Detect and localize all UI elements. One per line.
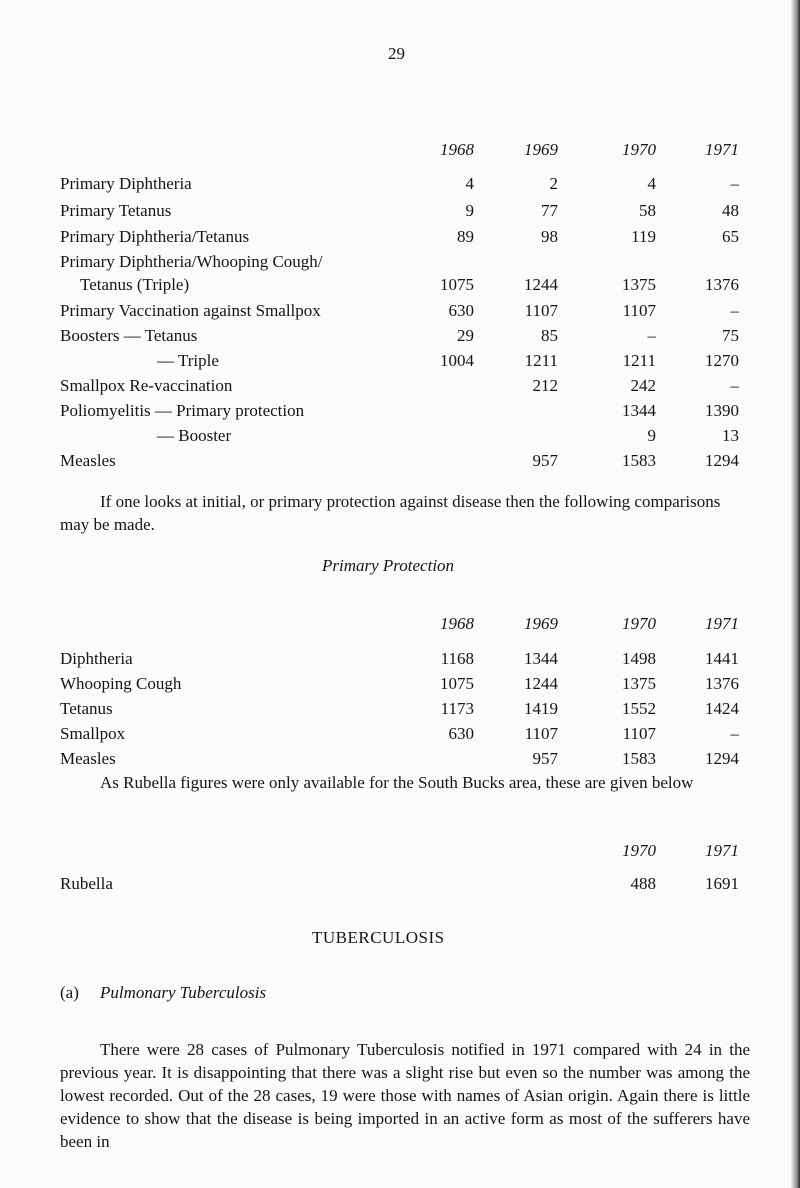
table2-cell: 957 [532, 749, 558, 768]
table1-cell: 77 [541, 201, 558, 220]
table2-cell: 1441 [705, 649, 739, 668]
table1-cell: 89 [457, 227, 474, 246]
table3-year-header: 1971 [705, 841, 739, 860]
rubella-1970-value: 488 [630, 874, 656, 893]
table2-cell: 1498 [622, 649, 656, 668]
table1-row-label: Primary Diphtheria/Tetanus [60, 227, 250, 246]
table1-row-label: Primary Diphtheria [60, 174, 192, 193]
table1-cell: 1004 [440, 351, 474, 370]
table1-year-header: 1970 [622, 140, 656, 159]
table1-cell: 1270 [705, 351, 739, 370]
table1-year-header: 1968 [440, 140, 474, 159]
table2-cell: 1168 [440, 649, 474, 668]
table2-cell: 1344 [524, 649, 558, 668]
paragraph-tuberculosis: There were 28 cases of Pulmonary Tuberculosis notified in 1971 compared with 24 in the previous year. It is disappointing that there was a slight rise but even so the number was among the lowest recorded. Out of the 28 cases, 19 were those with names of Asian origin. Again there is little evidence to show that the disease is being imported in an active form as most of the sufferers have been in [60, 1040, 750, 1151]
table1-cell: 1107 [622, 301, 656, 320]
table1-cell: 4 [465, 174, 474, 193]
table2-row-label: Diphtheria [60, 649, 133, 668]
table1-cell: 1075 [440, 275, 474, 294]
table2-year-header: 1970 [622, 614, 656, 633]
table1-row-label: Smallpox Re-vaccination [60, 376, 233, 395]
table1-cell: 9 [647, 426, 656, 445]
table1-cell: 75 [722, 326, 739, 345]
table1-cell: – [647, 326, 656, 345]
table2-row-label: Whooping Cough [60, 674, 182, 693]
table1-cell: 29 [457, 326, 474, 345]
table1-cell: 1211 [524, 351, 558, 370]
table2-cell: 1107 [524, 724, 558, 743]
table2-title: Primary Protection [322, 556, 455, 575]
table1-row-label: Measles [60, 451, 116, 470]
table1-year-header: 1971 [705, 140, 739, 159]
page-edge-shadow [791, 0, 800, 1188]
table1-cell: 98 [541, 227, 558, 246]
table2-year-header: 1971 [705, 614, 739, 633]
paragraph-primary-protection-intro: If one looks at initial, or primary protection against disease then the following comparisons may be made. [60, 492, 721, 534]
table2-row-label: Smallpox [60, 724, 126, 743]
table1-cell: 58 [639, 201, 656, 220]
table2-cell: 1173 [440, 699, 474, 718]
table1-year-header: 1969 [524, 140, 558, 159]
table1-cell: 1244 [524, 275, 558, 294]
table1-cell: 1294 [705, 451, 739, 470]
table2-cell: 1583 [622, 749, 656, 768]
table2-cell: 1375 [622, 674, 656, 693]
table2-cell: – [730, 724, 739, 743]
table1-row-label-continued: Tetanus (Triple) [80, 275, 190, 294]
table1-cell: 1583 [622, 451, 656, 470]
page-number: 29 [388, 44, 405, 63]
table1-cell: 13 [722, 426, 739, 445]
table1-cell: 242 [630, 376, 656, 395]
table1-row-label: Primary Diphtheria/Whooping Cough/ [60, 252, 323, 271]
table1-cell: – [730, 174, 739, 193]
table2-cell: 1107 [622, 724, 656, 743]
table2-cell: 1294 [705, 749, 739, 768]
table2-year-header: 1968 [440, 614, 474, 633]
table2-cell: 1552 [622, 699, 656, 718]
table1-row-label: Primary Tetanus [60, 201, 172, 220]
table1-cell: 1390 [705, 401, 739, 420]
table1-row-label: — Booster [157, 426, 232, 445]
table2-row-label: Tetanus [60, 699, 113, 718]
subsection-title: Pulmonary Tuberculosis [100, 983, 267, 1002]
table2-row-label: Measles [60, 749, 116, 768]
table1-cell: 630 [448, 301, 474, 320]
table1-cell: 1211 [622, 351, 656, 370]
table1-row-label: Poliomyelitis — Primary protection [60, 401, 305, 420]
table3-year-header: 1970 [622, 841, 656, 860]
table1-cell: 1376 [705, 275, 739, 294]
table1-row-label: — Triple [157, 351, 219, 370]
table2-cell: 1424 [705, 699, 739, 718]
paragraph-rubella-intro: As Rubella figures were only available for the South Bucks area, these are given below [100, 773, 694, 792]
table1-cell: 1107 [524, 301, 558, 320]
table1-cell: – [730, 301, 739, 320]
table1-cell: 119 [631, 227, 656, 246]
section-heading-tuberculosis: TUBERCULOSIS [312, 928, 445, 947]
table2-cell: 1075 [440, 674, 474, 693]
table1-cell: 1344 [622, 401, 656, 420]
table1-cell: 9 [465, 201, 474, 220]
table2-year-header: 1969 [524, 614, 558, 633]
table1-row-label: Boosters — Tetanus [60, 326, 198, 345]
table2-cell: 1244 [524, 674, 558, 693]
table2-cell: 630 [448, 724, 474, 743]
table1-cell: 48 [722, 201, 739, 220]
table2-cell: 1376 [705, 674, 739, 693]
rubella-row-label: Rubella [60, 874, 113, 893]
table1-cell: 65 [722, 227, 739, 246]
table2-cell: 1419 [524, 699, 558, 718]
rubella-1971-value: 1691 [705, 874, 739, 893]
table1-cell: 212 [532, 376, 558, 395]
table1-cell: 85 [541, 326, 558, 345]
table1-cell: 1375 [622, 275, 656, 294]
table1-cell: – [730, 376, 739, 395]
table1-cell: 4 [647, 174, 656, 193]
subsection-marker: (a) [60, 983, 79, 1002]
table1-cell: 957 [532, 451, 558, 470]
table1-row-label: Primary Vaccination against Smallpox [60, 301, 321, 320]
table1-cell: 2 [549, 174, 558, 193]
